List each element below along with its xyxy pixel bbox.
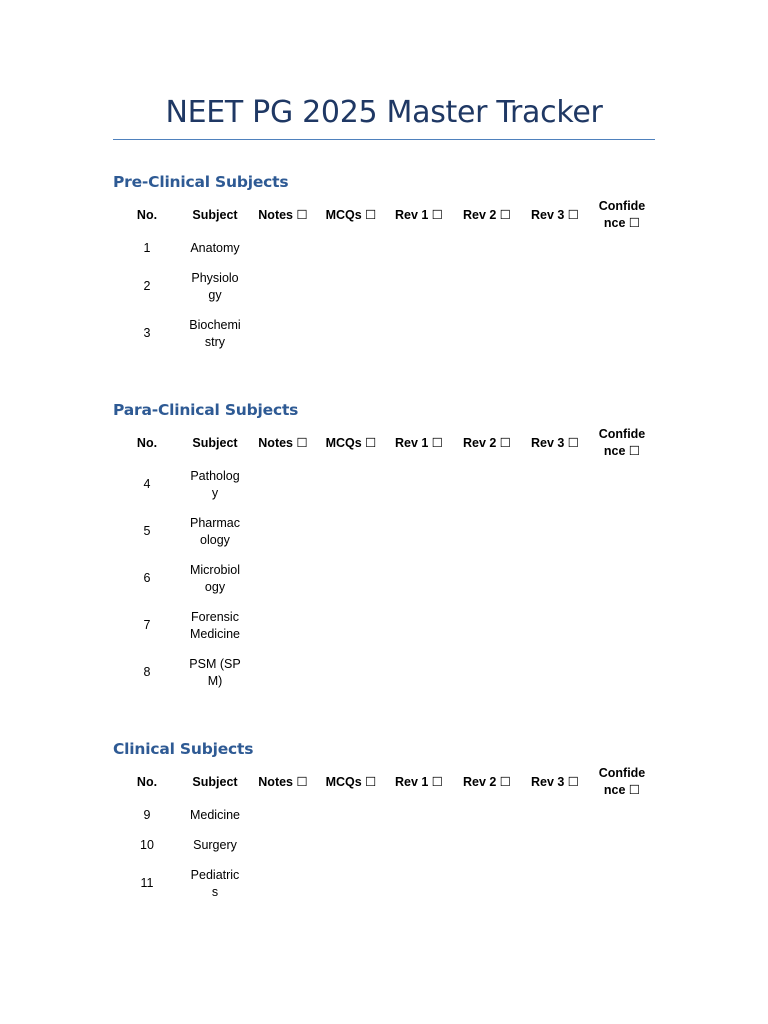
row-number: 8 <box>143 665 151 679</box>
rev2-cell[interactable] <box>453 310 521 357</box>
notes-cell[interactable] <box>249 602 317 649</box>
rev3-cell[interactable] <box>521 310 589 357</box>
notes-cell[interactable] <box>249 508 317 555</box>
table-row <box>113 860 655 907</box>
rev1-cell[interactable] <box>385 233 453 263</box>
row-number: 9 <box>143 807 151 822</box>
col-header-rev1: Rev 1 ☐ <box>394 774 444 789</box>
tracker-table <box>113 425 655 696</box>
row-number: 7 <box>143 618 151 632</box>
mcqs-cell[interactable] <box>317 263 385 310</box>
rev3-cell[interactable] <box>521 233 589 263</box>
col-header-no: No. <box>136 774 158 789</box>
col-header-rev1: Rev 1 ☐ <box>394 435 444 450</box>
row-number: 1 <box>143 240 151 255</box>
col-header-mcqs: MCQs ☐ <box>325 435 377 450</box>
mcqs-cell[interactable] <box>317 649 385 696</box>
row-subject: Medicine <box>189 807 241 822</box>
table-row <box>113 800 655 830</box>
col-header-rev3: Rev 3 ☐ <box>530 207 580 222</box>
rev3-cell[interactable] <box>521 263 589 310</box>
rev2-cell[interactable] <box>453 602 521 649</box>
mcqs-cell[interactable] <box>317 800 385 830</box>
page-title: NEET PG 2025 Master Tracker <box>165 95 603 130</box>
col-header-rev2: Rev 2 ☐ <box>462 207 512 222</box>
mcqs-cell[interactable] <box>317 602 385 649</box>
rev2-cell[interactable] <box>453 508 521 555</box>
title-divider <box>113 139 655 140</box>
section-pre-clinical <box>113 171 655 357</box>
rev1-cell[interactable] <box>385 830 453 860</box>
rev2-cell[interactable] <box>453 830 521 860</box>
rev3-cell[interactable] <box>521 800 589 830</box>
col-header-no: No. <box>136 207 158 222</box>
section-clinical <box>113 738 655 907</box>
row-number: 10 <box>140 837 154 852</box>
col-header-rev2: Rev 2 ☐ <box>462 435 512 450</box>
table-row <box>113 830 655 860</box>
col-header-subject: Subject <box>192 774 238 789</box>
confidence-cell[interactable] <box>589 461 655 508</box>
notes-cell[interactable] <box>249 800 317 830</box>
rev3-cell[interactable] <box>521 860 589 907</box>
rev1-cell[interactable] <box>385 310 453 357</box>
col-header-no: No. <box>136 435 158 450</box>
mcqs-cell[interactable] <box>317 860 385 907</box>
confidence-cell[interactable] <box>589 860 655 907</box>
confidence-cell[interactable] <box>589 602 655 649</box>
rev2-cell[interactable] <box>453 800 521 830</box>
confidence-cell[interactable] <box>589 555 655 602</box>
col-header-notes: Notes ☐ <box>258 774 308 789</box>
col-header-mcqs: MCQs ☐ <box>325 207 377 222</box>
row-subject: Pathology <box>190 468 240 500</box>
row-subject: Anatomy <box>190 240 240 255</box>
col-header-rev1: Rev 1 ☐ <box>394 207 444 222</box>
col-header-rev2: Rev 2 ☐ <box>462 774 512 789</box>
table-row <box>113 233 655 263</box>
row-subject: PSM (SPM) <box>189 656 241 688</box>
confidence-cell[interactable] <box>589 263 655 310</box>
row-number: 2 <box>143 279 151 293</box>
col-header-notes: Notes ☐ <box>258 435 308 450</box>
rev1-cell[interactable] <box>385 263 453 310</box>
rev2-cell[interactable] <box>453 860 521 907</box>
notes-cell[interactable] <box>249 860 317 907</box>
rev3-cell[interactable] <box>521 649 589 696</box>
table-row <box>113 461 655 508</box>
table-row <box>113 508 655 555</box>
rev1-cell[interactable] <box>385 555 453 602</box>
mcqs-cell[interactable] <box>317 233 385 263</box>
row-subject: Microbiology <box>189 562 240 594</box>
table-row <box>113 310 655 357</box>
rev1-cell[interactable] <box>385 508 453 555</box>
rev2-cell[interactable] <box>453 555 521 602</box>
row-number: 11 <box>140 876 154 890</box>
row-subject: Forensic Medicine <box>189 609 241 641</box>
mcqs-cell[interactable] <box>317 555 385 602</box>
mcqs-cell[interactable] <box>317 461 385 508</box>
rev3-cell[interactable] <box>521 555 589 602</box>
notes-cell[interactable] <box>249 830 317 860</box>
col-header-confidence: Confidence ☐ <box>598 199 646 230</box>
col-header-rev3: Rev 3 ☐ <box>530 435 580 450</box>
table-row <box>113 555 655 602</box>
row-subject: Pediatrics <box>190 867 240 899</box>
row-subject: Surgery <box>193 837 237 852</box>
rev1-cell[interactable] <box>385 649 453 696</box>
section-heading: Para-Clinical Subjects <box>113 401 299 419</box>
rev2-cell[interactable] <box>453 461 521 508</box>
confidence-cell[interactable] <box>589 233 655 263</box>
col-header-subject: Subject <box>192 435 238 450</box>
header-row <box>113 425 655 461</box>
col-header-mcqs: MCQs ☐ <box>325 774 377 789</box>
header-row <box>113 764 655 800</box>
notes-cell[interactable] <box>249 263 317 310</box>
rev1-cell[interactable] <box>385 602 453 649</box>
row-number: 5 <box>143 524 151 538</box>
confidence-cell[interactable] <box>589 800 655 830</box>
table-row <box>113 263 655 310</box>
confidence-cell[interactable] <box>589 310 655 357</box>
notes-cell[interactable] <box>249 649 317 696</box>
table-row <box>113 649 655 696</box>
notes-cell[interactable] <box>249 310 317 357</box>
confidence-cell[interactable] <box>589 649 655 696</box>
notes-cell[interactable] <box>249 555 317 602</box>
row-subject: Physiology <box>191 270 239 302</box>
confidence-cell[interactable] <box>589 830 655 860</box>
notes-cell[interactable] <box>249 461 317 508</box>
table-row <box>113 602 655 649</box>
section-heading: Clinical Subjects <box>113 740 254 758</box>
col-header-subject: Subject <box>192 207 238 222</box>
row-subject: Biochemistry <box>189 317 241 349</box>
row-number: 6 <box>143 571 151 585</box>
mcqs-cell[interactable] <box>317 508 385 555</box>
confidence-cell[interactable] <box>589 508 655 555</box>
col-header-notes: Notes ☐ <box>258 207 308 222</box>
rev3-cell[interactable] <box>521 602 589 649</box>
section-para-clinical <box>113 399 655 696</box>
notes-cell[interactable] <box>249 233 317 263</box>
rev2-cell[interactable] <box>453 263 521 310</box>
col-header-confidence: Confidence ☐ <box>598 427 646 458</box>
rev2-cell[interactable] <box>453 649 521 696</box>
tracker-table <box>113 197 655 357</box>
header-row <box>113 197 655 233</box>
col-header-rev3: Rev 3 ☐ <box>530 774 580 789</box>
section-heading: Pre-Clinical Subjects <box>113 173 289 191</box>
row-number: 3 <box>143 326 151 340</box>
row-number: 4 <box>143 477 151 491</box>
row-subject: Pharmacology <box>189 515 241 547</box>
rev3-cell[interactable] <box>521 830 589 860</box>
rev3-cell[interactable] <box>521 461 589 508</box>
mcqs-cell[interactable] <box>317 830 385 860</box>
mcqs-cell[interactable] <box>317 310 385 357</box>
tracker-table <box>113 764 655 907</box>
col-header-confidence: Confidence ☐ <box>598 766 646 797</box>
rev2-cell[interactable] <box>453 233 521 263</box>
rev3-cell[interactable] <box>521 508 589 555</box>
rev1-cell[interactable] <box>385 800 453 830</box>
rev1-cell[interactable] <box>385 461 453 508</box>
rev1-cell[interactable] <box>385 860 453 907</box>
